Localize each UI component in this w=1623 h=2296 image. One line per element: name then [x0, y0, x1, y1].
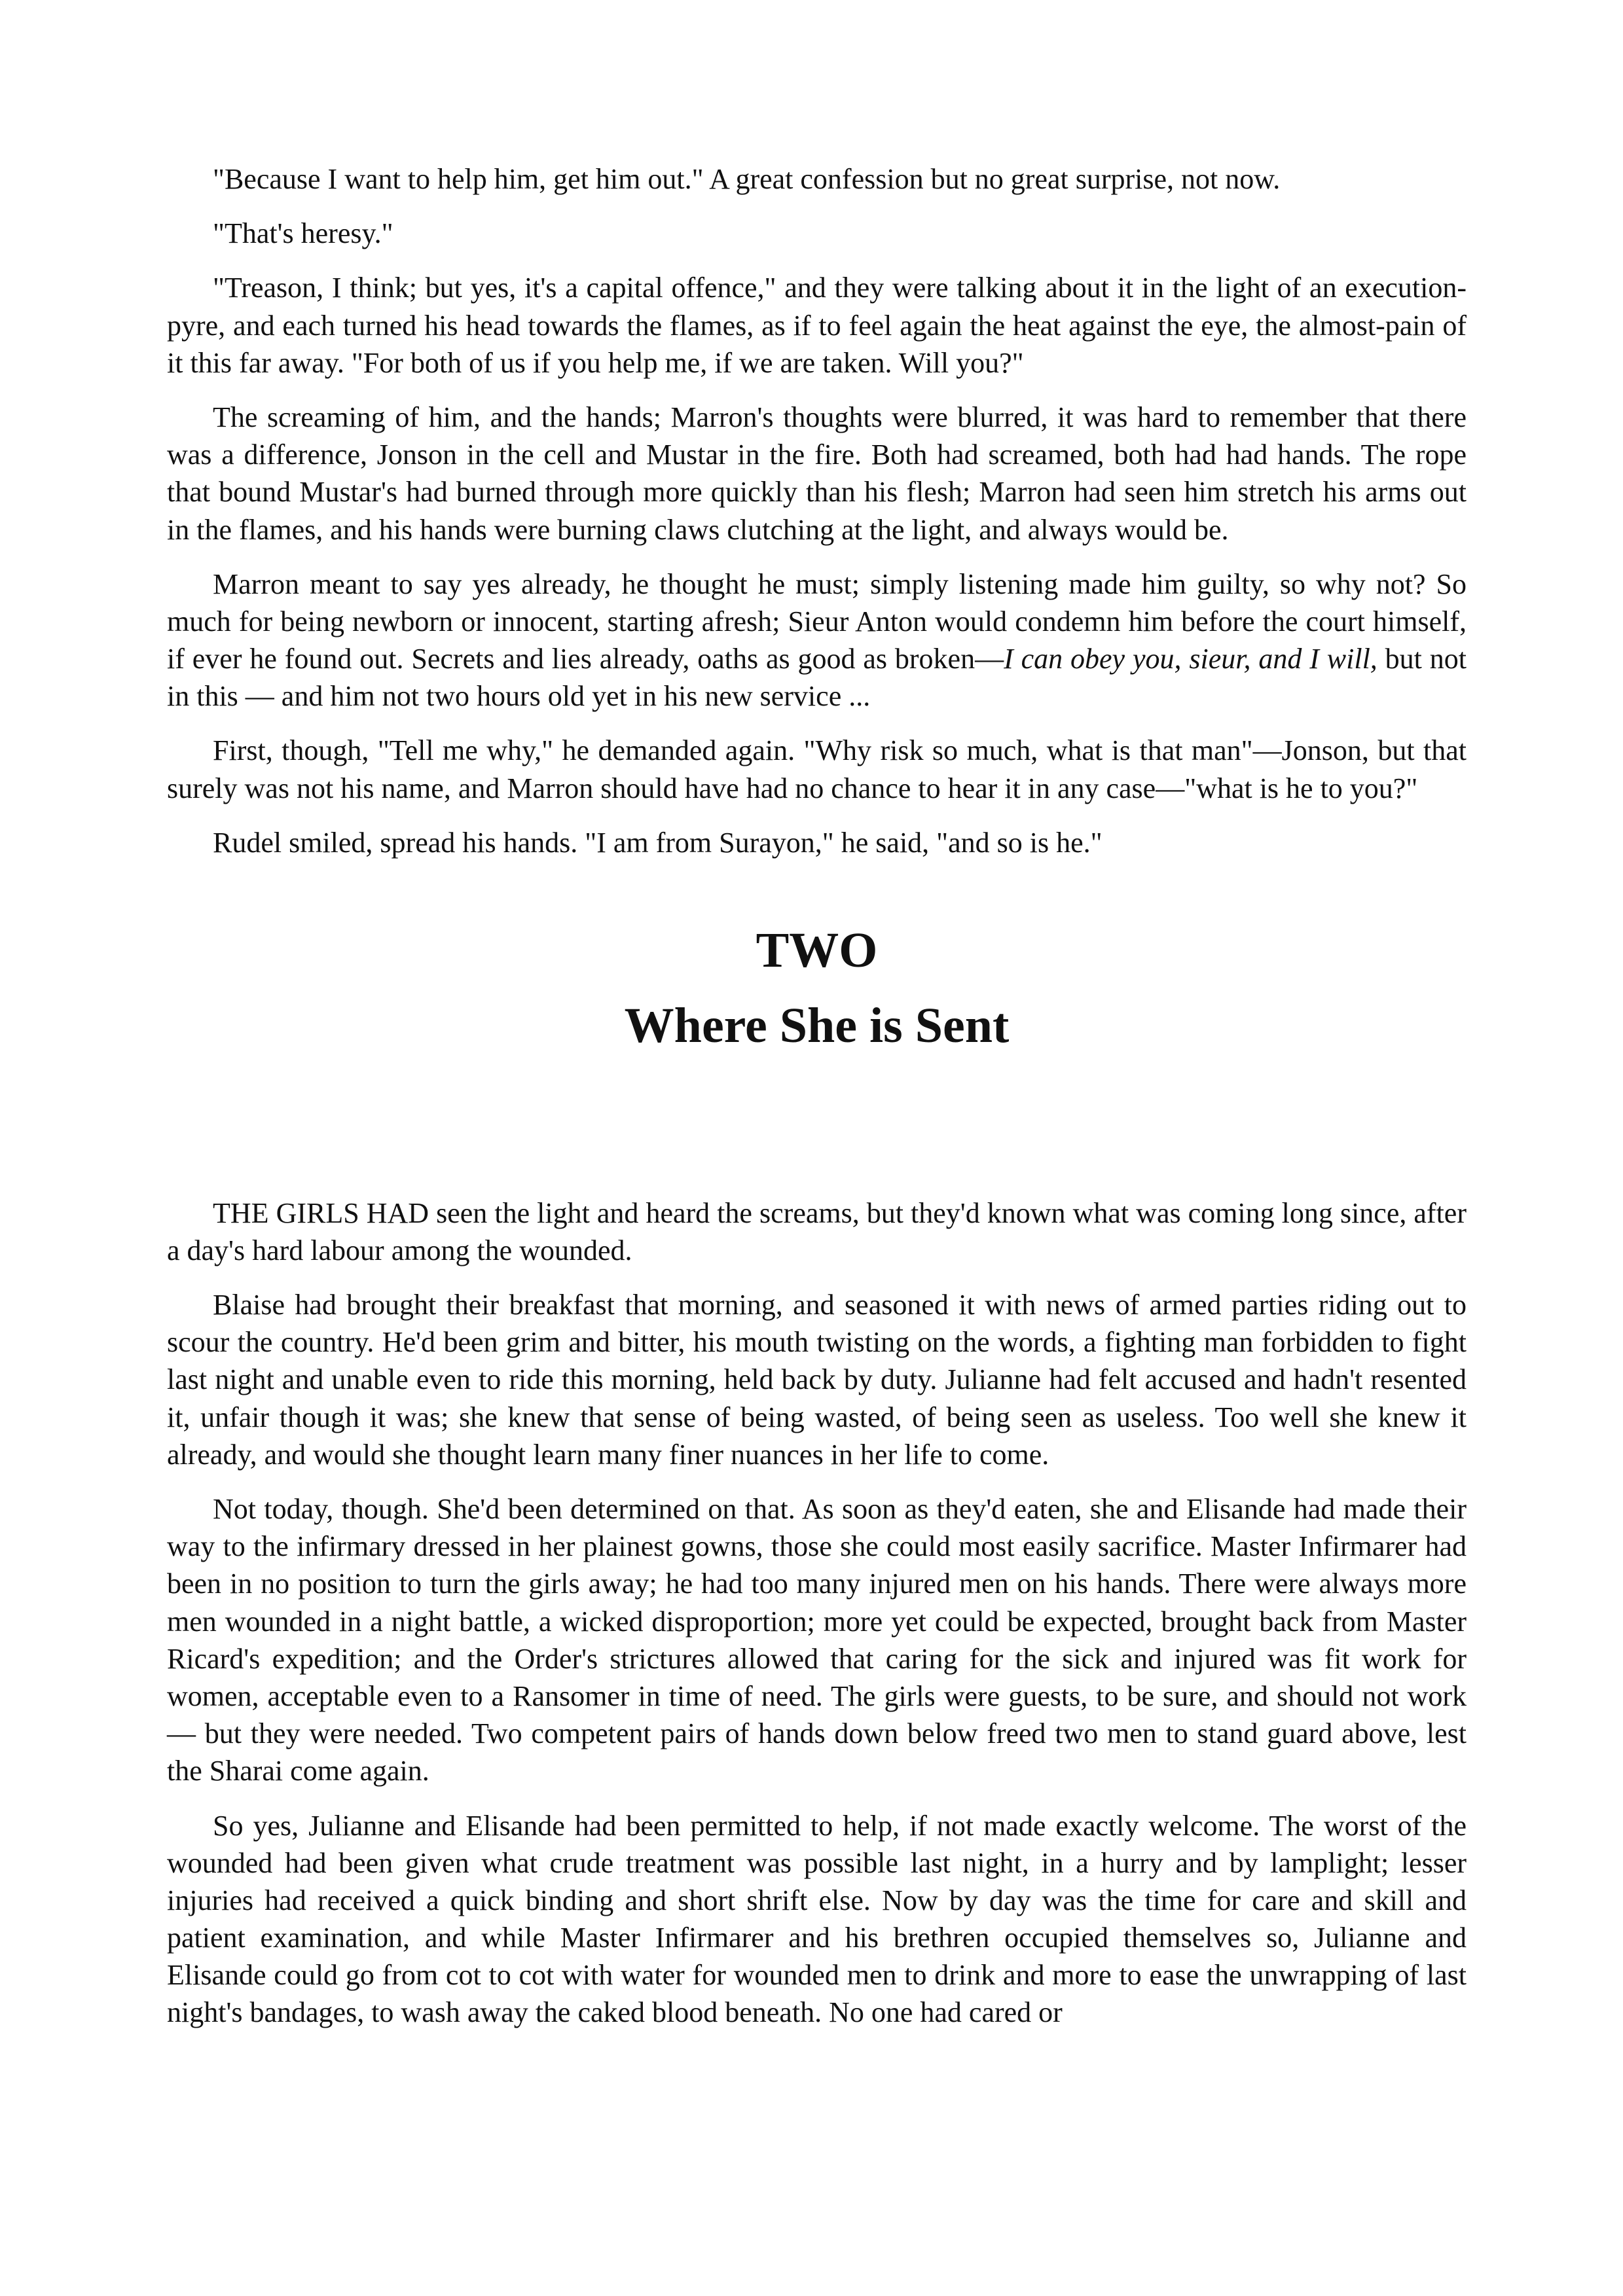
text-section-chapter-two	[167, 1194, 1467, 2032]
chapter-title: Where She is Sent	[624, 998, 1010, 1054]
paragraph: "Because I want to help him, get him out." A great confession but no great surprise, not now.	[213, 163, 1281, 195]
paragraph-text: but not in this — and him not two hours old yet in his new service ...	[167, 643, 1467, 713]
paragraph-text: Marron meant to say yes already, he thought he must; simply listening made him guilty, so why not? So much for being newborn or innocent, starting afresh; Sieur Anton would condemn him before the court himself, if ever he found out. Secrets and lies already, oaths as good as broken—	[167, 567, 1467, 675]
italic-quote: I can obey you, sieur, and I will,	[1004, 643, 1377, 675]
paragraph: Rudel smiled, spread his hands. "I am from Surayon," he said, "and so is he."	[213, 826, 1103, 859]
paragraph: First, though, "Tell me why," he demanded again. "Why risk so much, what is that man"—Jonson, but that surely was not his name, and Marron should have had no chance to hear it in any case—"what is he to you?"	[167, 734, 1467, 804]
paragraph: Blaise had brought their breakfast that morning, and seasoned it with news of armed parties riding out to scour the country. He'd been grim and bitter, his mouth twisting on the words, a fighting man forbidden to fight last night and unable even to ride this morning, held back by duty. Julianne had felt accused and hadn't resented it, unfair though it was; she knew that sense of being wasted, of being seen as useless. Too well she knew it already, and would she thought learn many finer nuances in her life to come.	[167, 1289, 1467, 1471]
paragraph: "Treason, I think; but yes, it's a capital offence," and they were talking about it in the light of an execution-pyre, and each turned his head towards the flames, as if to feel again the heat against the eye, the almost-pain of it this far away. "For both of us if you help me, if we are taken. Will you?"	[167, 272, 1467, 379]
paragraph-with-italic	[167, 565, 1467, 715]
paragraph: So yes, Julianne and Elisande had been permitted to help, if not made exactly welcome. The worst of the wounded had been given what crude treatment was possible last night, in a hurry and by lamplight; lesser injuries had received a quick binding and short shrift else. Now by day was the time for care and skill and patient examination, and while Master Infirmarer and his brethren occupied themselves so, Julianne and Elisande could go from cot to cot with water for wounded men to drink and more to ease the unwrapping of last night's bandages, to wash away the caked blood beneath. No one had cared or	[167, 1809, 1467, 2029]
book-page	[167, 160, 1467, 2049]
paragraph: The screaming of him, and the hands; Marron's thoughts were blurred, it was hard to remember that there was a difference, Jonson in the cell and Mustar in the fire. Both had screamed, both had had hands. The rope that bound Mustar's had burned through more quickly than his flesh; Marron had seen him stretch his arms out in the flames, and his hands were burning claws clutching at the light, and always would be.	[167, 401, 1467, 546]
text-section-before-chapter	[167, 160, 1467, 861]
chapter-heading	[167, 917, 1467, 1060]
paragraph: Not today, though. She'd been determined on that. As soon as they'd eaten, she and Elisande had made their way to the infirmary dressed in her plainest gowns, those she could most easily sacrifice. Master Infirmarer had been in no position to turn the girls away; he had too many injured men on his hands. There were always more men wounded in a night battle, a wicked disproportion; more yet could be expected, brought back from Master Ricard's expedition; and the Order's strictures allowed that caring for the sick and injured was fit work for women, acceptable even to a Ransomer in time of need. The girls were guests, to be sure, and should not work— but they were needed. Two competent pairs of hands down below freed two men to stand guard above, lest the Sharai come again.	[167, 1493, 1467, 1787]
paragraph: "That's heresy."	[213, 217, 393, 250]
paragraph: THE GIRLS HAD seen the light and heard the screams, but they'd known what was coming long since, after a day's hard labour among the wounded.	[167, 1196, 1467, 1266]
chapter-number: TWO	[756, 923, 878, 978]
